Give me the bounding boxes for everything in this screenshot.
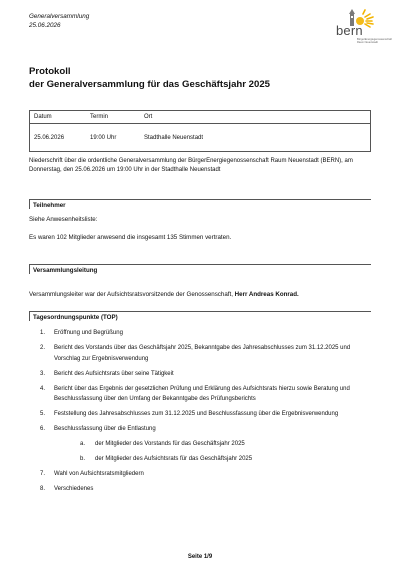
item-text: Bericht des Vorstands über das Geschäftsjahr 2025, Bekanntgabe des Jahresabschlusses zum 31.12.2025 und Vorschlag zur Ergebnisverwendung xyxy=(54,345,351,362)
list-item xyxy=(40,328,372,339)
leitung-name: Herr Andreas Konrad. xyxy=(234,291,299,298)
list-item xyxy=(40,343,372,364)
leitung-text-prefix: Versammlungsleiter war der Aufsichtsratsvorsitzende der Genossenschaft, xyxy=(29,291,235,298)
list-item xyxy=(40,369,372,380)
list-item xyxy=(40,384,372,405)
sub-item-text: der Mitglieder des Vorstands für das Geschäftsjahr 2025 xyxy=(95,441,245,447)
logo-subtitle-line-2: Raum Neuenstadt xyxy=(357,41,378,44)
item-text: Bericht über das Ergebnis der gesetzlichen Prüfung und Erklärung des Aufsichtsrats hierzu sowie Beratung und Beschlussfassung über den Umfang der Bekanntgabe des Prüfungsberichts xyxy=(54,385,350,402)
leitung-text xyxy=(29,291,299,298)
page-number: Seite 1/9 xyxy=(187,554,213,560)
item-number: 8. xyxy=(40,486,46,492)
intro-paragraph: Niederschrift über die ordentliche Generalversammlung der BürgerEnergiegenossenschaft Raum Neuenstadt (BERN), am Donnerstag, den 25.06.2026 um 19:00 Uhr in der Stadthalle Neuenstadt xyxy=(29,158,353,173)
bern-logo xyxy=(336,9,392,44)
sub-list-item xyxy=(40,439,372,450)
sub-list-item xyxy=(40,454,372,465)
item-number: 6. xyxy=(40,426,46,432)
list-item xyxy=(40,484,372,495)
logo-subtitle xyxy=(357,38,392,44)
teilnehmer-line-1: Siehe Anwesenheitsliste: xyxy=(29,216,98,223)
teilnehmer-line-2: Es waren 102 Mitglieder anwesend die insgesamt 135 Stimmen vertraten. xyxy=(29,234,232,241)
header-ort: Ort xyxy=(140,111,371,124)
item-number: 3. xyxy=(40,370,46,377)
section-heading-versammlungsleitung: Versammlungsleitung xyxy=(29,264,371,274)
header-termin: Termin xyxy=(86,111,140,124)
meeting-info-table xyxy=(29,110,371,152)
section-heading-teilnehmer: Teilnehmer xyxy=(29,199,371,209)
item-number: 4. xyxy=(40,385,46,392)
item-text: Wahl von Aufsichtsratsmitgliedern xyxy=(54,471,144,477)
value-termin: 19:00 Uhr xyxy=(90,134,117,141)
item-text: Feststellung des Jahresabschlusses zum 31.12.2025 und Beschlussfassung über die Ergebnisverwendung xyxy=(54,411,339,417)
logo-subtitle-line-1: BürgerEnergiegenossenschaft xyxy=(357,38,392,41)
item-number: 2. xyxy=(40,345,46,351)
document-header xyxy=(29,12,89,30)
value-datum: 25.06.2026 xyxy=(34,134,65,141)
table-header-row xyxy=(30,111,371,124)
document-label: Generalversammlung xyxy=(29,13,90,20)
table-row xyxy=(30,124,371,152)
title-line-2: der Generalversammlung für das Geschäftsjahr 2025 xyxy=(29,78,271,90)
sub-item-letter: a. xyxy=(80,441,86,447)
header-datum: Datum xyxy=(30,111,87,124)
document-date: 25.06.2026 xyxy=(29,22,61,29)
item-text: Beschlussfassung über die Entlastung xyxy=(54,426,156,432)
section-heading-tagesordnung: Tagesordnungspunkte (TOP) xyxy=(29,311,371,321)
item-text: Bericht des Aufsichtsrats über seine Tätigkeit xyxy=(54,370,174,377)
sub-item-letter: b. xyxy=(80,456,86,462)
sub-item-text: der Mitglieder des Aufsichtsrats für das Geschäftsjahr 2025 xyxy=(95,456,253,462)
item-number: 1. xyxy=(40,330,46,336)
item-number: 5. xyxy=(40,411,46,417)
item-number: 7. xyxy=(40,471,46,477)
list-item xyxy=(40,424,372,435)
agenda-list xyxy=(40,328,372,499)
list-item xyxy=(40,469,372,480)
item-text: Eröffnung und Begrüßung xyxy=(54,330,123,336)
title-line-1: Protokoll xyxy=(29,66,71,77)
value-ort: Stadthalle Neuenstadt xyxy=(144,134,204,141)
page-title xyxy=(29,66,270,91)
logo-wordmark: bern xyxy=(336,23,363,38)
list-item xyxy=(40,409,372,420)
item-text: Verschiedenes xyxy=(54,486,94,492)
